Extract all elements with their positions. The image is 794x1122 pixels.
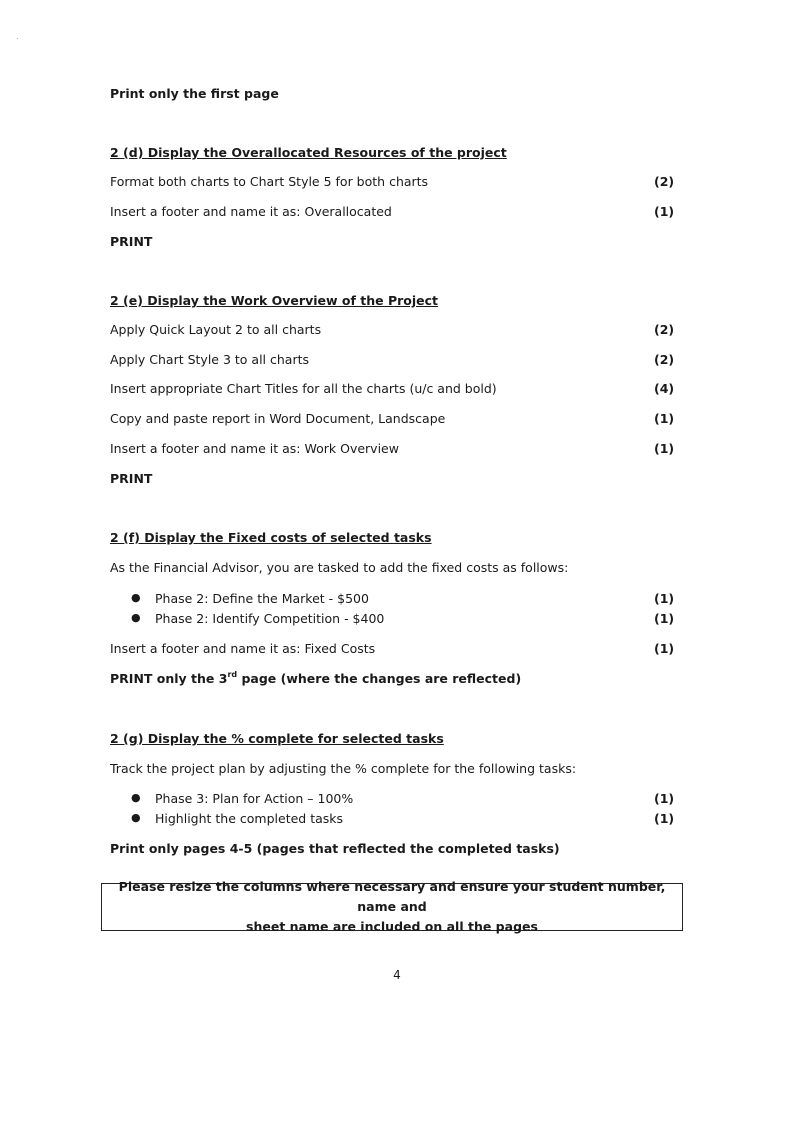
section-e-item-3-mark: (4) — [654, 381, 675, 396]
section-g-intro: Track the project plan by adjusting the % complete for the following tasks: — [110, 761, 577, 776]
section-e-item-3: Insert appropriate Chart Titles for all the charts (u/c and bold) — [110, 381, 497, 396]
section-d-item-2-mark: (1) — [654, 204, 675, 219]
section-g-bullet-2-mark: (1) — [654, 811, 675, 826]
section-e-item-2-mark: (2) — [654, 352, 675, 367]
scan-speck — [17, 38, 18, 39]
bullet-icon: ● — [131, 591, 141, 604]
section-f-intro: As the Financial Advisor, you are tasked to add the fixed costs as follows: — [110, 560, 569, 575]
section-e-item-2: Apply Chart Style 3 to all charts — [110, 352, 309, 367]
section-e-item-5: Insert a footer and name it as: Work Overview — [110, 441, 399, 456]
section-d-item-1-mark: (2) — [654, 174, 675, 189]
section-f-print — [110, 671, 521, 686]
section-f-bullet-2-mark: (1) — [654, 611, 675, 626]
section-f-bullet-1: Phase 2: Define the Market - $500 — [155, 591, 369, 606]
bullet-icon: ● — [131, 791, 141, 804]
section-g-heading: 2 (g) Display the % complete for selected tasks — [110, 731, 444, 746]
note-box — [101, 879, 683, 934]
note-line-2: sheet name are included on all the pages — [246, 919, 538, 934]
section-f-heading: 2 (f) Display the Fixed costs of selected tasks — [110, 530, 432, 545]
section-e-heading: 2 (e) Display the Work Overview of the Project — [110, 293, 439, 308]
section-d-print: PRINT — [110, 234, 153, 249]
section-g-bullet-1-mark: (1) — [654, 791, 675, 806]
section-f-bullet-1-mark: (1) — [654, 591, 675, 606]
section-f-print-sup: rd — [227, 669, 238, 679]
section-e-item-5-mark: (1) — [654, 441, 675, 456]
page-number: 4 — [393, 968, 401, 982]
note-line-1: Please resize the columns where necessary and ensure your student number, name and — [118, 879, 666, 914]
section-e-item-1-mark: (2) — [654, 322, 675, 337]
section-g-print: Print only pages 4-5 (pages that reflected the completed tasks) — [110, 841, 560, 856]
section-e-item-4-mark: (1) — [654, 411, 675, 426]
section-d-item-2: Insert a footer and name it as: Overallocated — [110, 204, 392, 219]
section-e-print: PRINT — [110, 471, 153, 486]
section-g-bullet-1: Phase 3: Plan for Action – 100% — [155, 791, 354, 806]
section-e-item-1: Apply Quick Layout 2 to all charts — [110, 322, 322, 337]
bullet-icon: ● — [131, 611, 141, 624]
section-f-print-post: page (where the changes are reflected) — [237, 671, 522, 686]
section-d-item-1: Format both charts to Chart Style 5 for both charts — [110, 174, 429, 189]
section-f-footer-item: Insert a footer and name it as: Fixed Costs — [110, 641, 376, 656]
section-f-print-pre: PRINT only the 3 — [110, 671, 228, 686]
section-f-bullet-2: Phase 2: Identify Competition - $400 — [155, 611, 385, 626]
section-d-heading: 2 (d) Display the Overallocated Resources of the project — [110, 145, 507, 160]
section-g-bullet-2: Highlight the completed tasks — [155, 811, 344, 826]
bullet-icon: ● — [131, 811, 141, 824]
section-e-item-4: Copy and paste report in Word Document, Landscape — [110, 411, 446, 426]
section-f-footer-item-mark: (1) — [654, 641, 675, 656]
print-first-page-instruction: Print only the first page — [110, 86, 279, 101]
